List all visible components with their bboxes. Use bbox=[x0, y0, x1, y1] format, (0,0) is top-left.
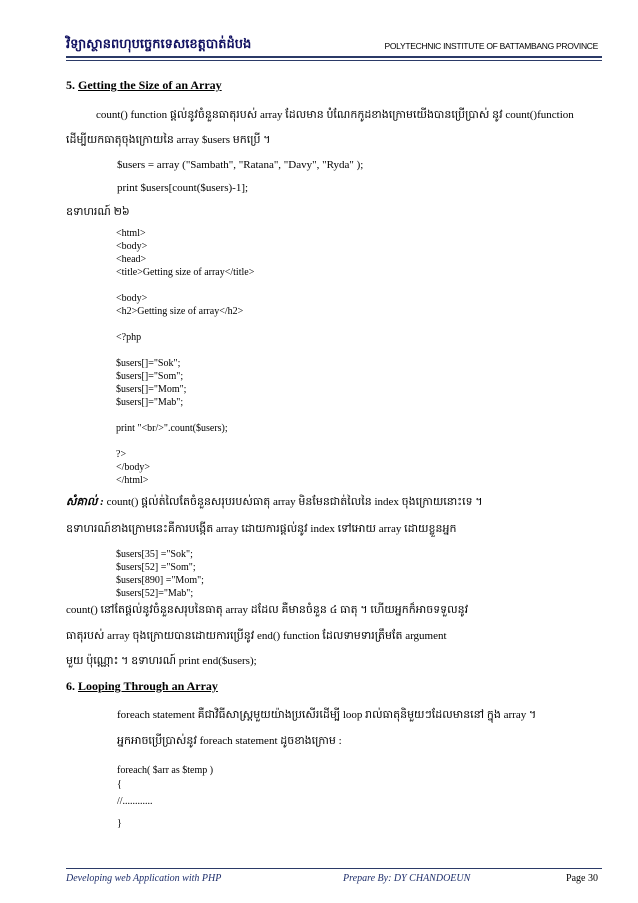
header-english-title: POLYTECHNIC INSTITUTE OF BATTAMBANG PROVINCE bbox=[384, 41, 598, 51]
example-code-line: </html> bbox=[116, 475, 149, 486]
section-5-paragraph-line: count() function ផ្តល់នូវចំនួនធាតុរបស់ array ដែលមាន បំណែកកូដខាងក្រោមយើងបានប្រើប្រាស់ នូវ count()function bbox=[96, 109, 574, 121]
header-rule-thin bbox=[66, 60, 602, 61]
example-code-line: $users[]="Mom"; bbox=[116, 384, 187, 395]
code-line: $users[890] ="Mom"; bbox=[116, 575, 204, 586]
code-line: print $users[count($users)-1]; bbox=[117, 182, 249, 194]
paragraph-line: មួយ ប៉ុណ្ណោះ ។ ឧទាហរណ៍ print end($users); bbox=[66, 655, 257, 667]
section-5-paragraph-line: ដើម្បីយកធាតុចុងក្រោយនៃ array $users មកប្រើ ។ bbox=[66, 134, 271, 146]
section-6-number: 6. bbox=[66, 679, 78, 693]
example-code-line: ?> bbox=[116, 449, 127, 460]
example-code-line: <title>Getting size of array</title> bbox=[116, 267, 255, 278]
note-text: count() ផ្តល់ត់លៃតែចំនួនសរុបរបស់ធាតុ array មិនមែនជាត់លៃនៃ index ចុងក្រោយនោះទេ ។ bbox=[103, 496, 483, 508]
code-line: { bbox=[117, 779, 122, 790]
example-label: ឧទាហរណ៍ ២៦ bbox=[66, 206, 130, 218]
footer-rule bbox=[66, 868, 602, 869]
note-label: សំគាល់ : bbox=[66, 496, 104, 508]
example-code-line: <body> bbox=[116, 241, 148, 252]
header-rule bbox=[66, 56, 602, 58]
example-code-line: <html> bbox=[116, 228, 146, 239]
code-line: $users = array ("Sambath", "Ratana", "Davy", "Ryda" ); bbox=[117, 159, 364, 171]
section-6-paragraph-line: foreach statement គឺជាវិធីសាស្រ្តមួយយ៉ាងប្រសើរដើម្បី loop រាល់ធាតុនិមួយៗដែលមាននៅ ក្នុង array ។ bbox=[117, 709, 537, 721]
page-number: Page 30 bbox=[566, 873, 598, 884]
example-code-line: <?php bbox=[116, 332, 142, 343]
section-5-title: Getting the Size of an Array bbox=[78, 78, 222, 92]
example-code-line: <h2>Getting size of array</h2> bbox=[116, 306, 244, 317]
example-code-line: $users[]="Sok"; bbox=[116, 358, 181, 369]
example-code-line: $users[]="Som"; bbox=[116, 371, 184, 382]
footer-left-text: Developing web Application with PHP bbox=[66, 873, 222, 884]
footer-author: Prepare By: DY CHANDOEUN bbox=[343, 873, 471, 884]
example-code-line: $users[]="Mab"; bbox=[116, 397, 184, 408]
section-6-heading bbox=[66, 679, 218, 694]
section-5-number: 5. bbox=[66, 78, 78, 92]
example-code-line: <head> bbox=[116, 254, 147, 265]
section-6-paragraph-line: អ្នកអាចប្រើប្រាស់នូវ foreach statement ដូចខាងក្រោម : bbox=[117, 735, 342, 747]
code-line: $users[52]="Mab"; bbox=[116, 588, 194, 599]
code-line: //............ bbox=[117, 796, 153, 807]
code-line: $users[52] ="Som"; bbox=[116, 562, 196, 573]
section-6-title: Looping Through an Array bbox=[78, 679, 218, 693]
note-line bbox=[66, 495, 483, 511]
code-line: } bbox=[117, 818, 122, 829]
section-5-heading bbox=[66, 78, 222, 93]
code-line: foreach( $arr as $temp ) bbox=[117, 765, 214, 776]
example-code-line: </body> bbox=[116, 462, 151, 473]
paragraph-line: ធាតុរបស់ array ចុងក្រោយបានដោយការប្រើនូវ end() function ដែលទាមទារត្រឹមតែ argument bbox=[66, 630, 447, 642]
paragraph-line: ឧទាហរណ៍ខាងក្រោមនេះគឺការបង្កើត array ដោយការផ្តល់នូវ index ទៅអោយ array ដោយខ្លួនអ្នក bbox=[66, 523, 457, 535]
example-code-line: print "<br/>".count($users); bbox=[116, 423, 228, 434]
header-khmer-title: វិទ្យាស្ថានពហុបច្ចេកទេសខេត្តបាត់ដំបង bbox=[66, 37, 252, 52]
example-code-line: <body> bbox=[116, 293, 148, 304]
code-line: $users[35] ="Sok"; bbox=[116, 549, 193, 560]
paragraph-line: count() នៅតែផ្តល់នូវចំនួនសរុបនៃធាតុ array ដដែល គឺមានចំនួន ៤ ធាតុ ។ ហើយអ្នកក៏អាចទទួលនូវ bbox=[66, 604, 469, 616]
